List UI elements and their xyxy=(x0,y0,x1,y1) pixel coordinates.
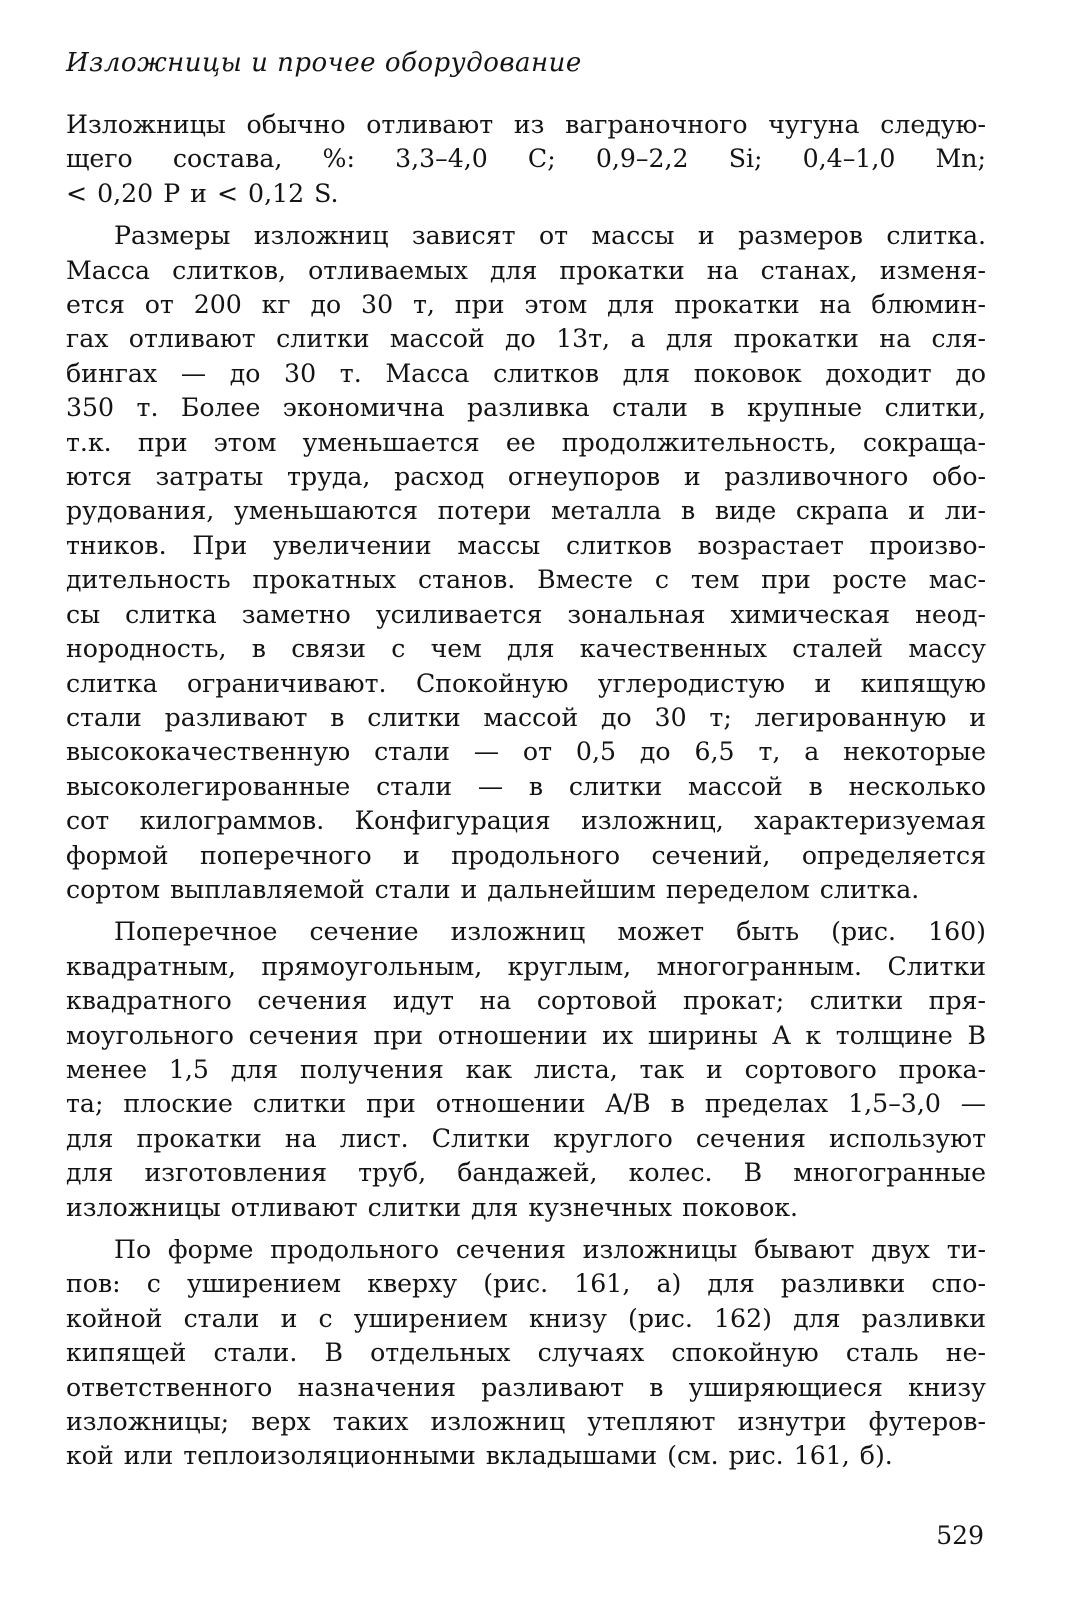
text-line: рудования, уменьшаются потери металла в виде скрапа и ли- xyxy=(66,496,986,526)
text-line: тников. При увеличении массы слитков возрастает произво- xyxy=(66,530,986,560)
text-line: кипящей стали. В отдельных случаях спокойную сталь не- xyxy=(66,1338,986,1368)
text-line: пов: с уширением кверху (рис. 161, а) для разливки спо- xyxy=(66,1269,986,1299)
text-line: т.к. при этом уменьшается ее продолжительность, сокраща- xyxy=(66,427,986,457)
paragraph xyxy=(66,219,986,907)
running-head: Изложницы и прочее оборудование xyxy=(66,48,582,78)
text-line: койной стали и с уширением книзу (рис. 162) для разливки xyxy=(66,1303,986,1333)
text-line: Изложницы обычно отливают из ваграночного чугуна следую- xyxy=(66,110,986,139)
text-line: ответственного назначения разливают в уширяющиеся книзу xyxy=(66,1372,986,1402)
text-line: изложницы; верх таких изложниц утепляют изнутри футеров- xyxy=(66,1407,986,1437)
text-line: высоколегированные стали — в слитки массой в несколько xyxy=(66,771,986,801)
text-line: Масса слитков, отливаемых для прокатки на станах, изменя- xyxy=(66,255,986,285)
text-line: ется от 200 кг до 30 т, при этом для прокатки на блюмин- xyxy=(66,290,986,320)
text-line: стали разливают в слитки массой до 30 т; легированную и xyxy=(66,702,986,732)
text-line: высококачественную стали — от 0,5 до 6,5 т, а некоторые xyxy=(66,737,986,767)
text-line: сортом выплавляемой стали и дальнейшим переделом слитка. xyxy=(66,874,920,904)
text-line: ются затраты труда, расход огнеупоров и разливочного обо- xyxy=(66,462,986,492)
paragraph xyxy=(66,1233,986,1474)
text-line: квадратного сечения идут на сортовой прокат; слитки пря- xyxy=(66,986,986,1016)
text-line: для прокатки на лист. Слитки круглого сечения используют xyxy=(66,1123,986,1153)
text-line: сот килограммов. Конфигурация изложниц, характеризуемая xyxy=(66,806,986,836)
text-line: бингах — до 30 т. Масса слитков для поковок доходит до xyxy=(66,358,986,388)
text-line: Размеры изложниц зависят от массы и размеров слитка. xyxy=(114,221,986,251)
text-line: для изготовления труб, бандажей, колес. В многогранные xyxy=(66,1158,986,1188)
text-line: гах отливают слитки массой до 13т, а для прокатки на сля- xyxy=(66,324,986,354)
text-line: нородность, в связи с чем для качественных сталей массу xyxy=(66,634,986,664)
text-line: формой поперечного и продольного сечений, определяется xyxy=(66,840,986,870)
page-number: 529 xyxy=(936,1521,984,1550)
text-line: изложницы отливают слитки для кузнечных поковок. xyxy=(66,1192,799,1222)
text-line: По форме продольного сечения изложницы бывают двух ти- xyxy=(114,1235,986,1264)
body-text xyxy=(66,108,986,1474)
paragraph xyxy=(66,915,986,1225)
text-line: менее 1,5 для получения как листа, так и сортового прока- xyxy=(66,1054,986,1084)
text-line: кой или теплоизоляционными вкладышами (см. рис. 161, б). xyxy=(66,1441,893,1471)
text-line: моугольного сечения при отношении их ширины A к толщине B xyxy=(66,1020,986,1050)
text-line: щего состава, %: 3,3–4,0 С; 0,9–2,2 Si; 0,4–1,0 Mn; xyxy=(66,144,986,174)
text-line: 350 т. Более экономична разливка стали в крупные слитки, xyxy=(66,393,986,423)
text-line: слитка ограничивают. Спокойную углеродистую и кипящую xyxy=(66,668,986,698)
text-line: дительность прокатных станов. Вместе с тем при росте мас- xyxy=(66,565,986,595)
page xyxy=(66,40,986,1482)
paragraph xyxy=(66,108,986,211)
text-line: Поперечное сечение изложниц может быть (рис. 160) xyxy=(114,917,986,947)
text-line: квадратным, прямоугольным, круглым, многогранным. Слитки xyxy=(66,951,986,981)
text-line: сы слитка заметно усиливается зональная химическая неод- xyxy=(66,599,986,629)
text-line: < 0,20 Р и < 0,12 S. xyxy=(66,178,339,208)
text-line: та; плоские слитки при отношении A/B в пределах 1,5–3,0 — xyxy=(66,1089,986,1119)
